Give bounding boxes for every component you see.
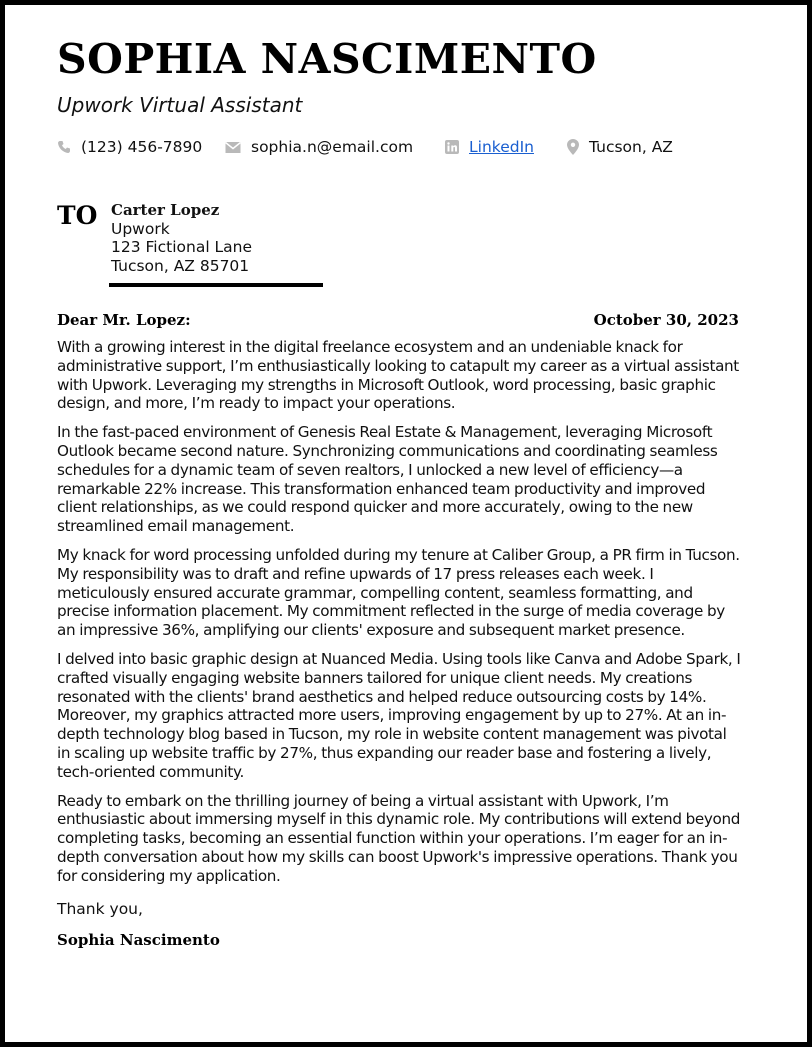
recipient-company: Upwork: [111, 219, 170, 238]
to-label: TO: [57, 201, 98, 230]
body-paragraph: Ready to embark on the thrilling journey of being a virtual assistant with Upwork, I’m enthusiastic about immersing myself in this dynamic role. My contributions will extend beyond completing tasks, becoming an essential function within your operations. I’m eager for an in-depth conversation about how my skills can boost Upwork's impressive operations. Thank you for considering my application.: [57, 791, 741, 885]
applicant-name: SOPHIA NASCIMENTO: [57, 35, 597, 83]
body-paragraph: With a growing interest in the digital freelance ecosystem and an undeniable knack for administrative support, I’m enthusiastically looking to catapult my career as a virtual assistant with Upwork. Leveraging my strengths in Microsoft Outlook, word processing, basic graphic design, and more, I’m ready to impact your operations.: [57, 338, 739, 413]
letter-body: [57, 338, 743, 896]
location-text: Tucson, AZ: [589, 138, 673, 156]
phone-icon: [57, 140, 71, 154]
salutation: Dear Mr. Lopez:: [57, 311, 191, 329]
email-address: sophia.n@email.com: [251, 138, 414, 156]
body-paragraph: I delved into basic graphic design at Nuanced Media. Using tools like Canva and Adobe Spark, I crafted visually engaging website banners tailored for unique client needs. My creations resonated with the clients' brand aesthetics and helped reduce outsourcing costs by 14%. Moreover, my graphics attracted more users, improving engagement by up to 27%. At an in-depth technology blog based in Tucson, my role in website content management was pivotal in scaling up website traffic by 27%, thus expanding our reader base and fostering a lively, tech-oriented community.: [57, 649, 741, 781]
linkedin-link[interactable]: LinkedIn: [469, 138, 534, 156]
closing: Thank you,: [57, 900, 143, 918]
phone-number: (123) 456-7890: [81, 138, 203, 156]
body-paragraph: In the fast-paced environment of Genesis Real Estate & Management, leveraging Microsoft Outlook became second nature. Synchronizing communications and coordinating seamless schedules for a dynamic team of seven realtors, I unlocked a new level of efficiency—a remarkable 22% increase. This transformation enhanced team productivity and improved client relationships, as we could respond quicker and more accurately, owing to the new streamlined email management.: [57, 423, 718, 536]
envelope-icon: [225, 141, 241, 154]
divider-rule: [109, 283, 323, 287]
job-title: Upwork Virtual Assistant: [57, 93, 303, 117]
contact-linkedin: [445, 136, 534, 158]
contact-phone: [57, 136, 202, 158]
linkedin-icon: [445, 140, 459, 154]
cover-letter-page: [5, 5, 807, 1042]
contact-location: [567, 136, 673, 158]
location-pin-icon: [567, 139, 579, 155]
letter-date: October 30, 2023: [593, 311, 739, 329]
contact-email: [225, 136, 413, 158]
recipient-city: Tucson, AZ 85701: [111, 256, 250, 275]
recipient-street: 123 Fictional Lane: [111, 238, 253, 256]
recipient-name: Carter Lopez: [111, 201, 220, 219]
body-paragraph: My knack for word processing unfolded during my tenure at Caliber Group, a PR firm in Tucson. My responsibility was to draft and refine upwards of 17 press releases each week. I meticulously ensured accurate grammar, compelling content, seamless formatting, and precise information placement. My commitment reflected in the surge of media coverage by an impressive 36%, amplifying our clients' exposure and subsequent market presence.: [57, 545, 740, 640]
recipient-block: [111, 201, 252, 275]
signature: Sophia Nascimento: [57, 931, 220, 949]
